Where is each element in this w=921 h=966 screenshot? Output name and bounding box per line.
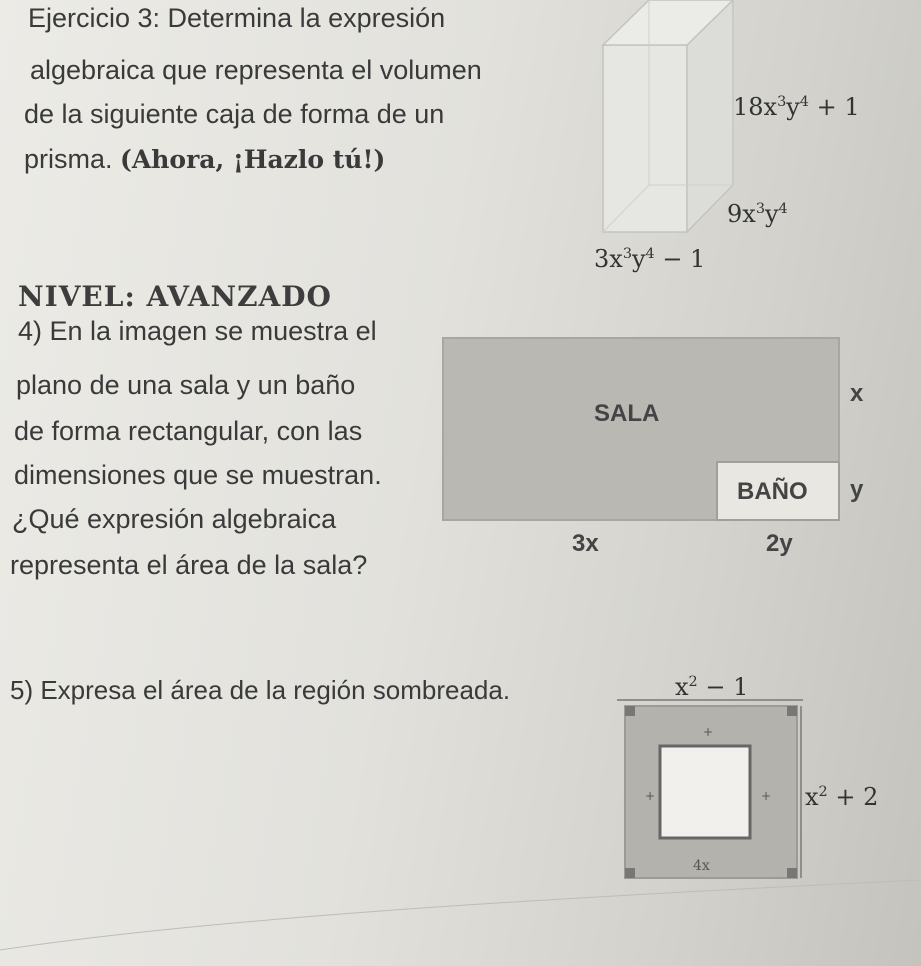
- tick-mark: +: [761, 789, 772, 803]
- prism-front-face: [603, 45, 687, 232]
- problem4-line-4: dimensiones que se muestran.: [14, 460, 382, 490]
- prism-figure: [585, 0, 735, 245]
- corner-mark: [625, 868, 635, 878]
- problem4-line-1: 4) En la imagen se muestra el: [18, 316, 377, 346]
- problem4-line-2: plano de una sala y un baño: [16, 370, 356, 400]
- exercise3-line-1: Ejercicio 3: Determina la expresión: [28, 3, 446, 33]
- sala-label: SALA: [594, 400, 660, 427]
- region-top-label: $x^2 - 1$: [675, 673, 749, 701]
- plan-x-label: x: [850, 380, 864, 407]
- tick-mark: +: [703, 725, 714, 739]
- problem4-line-6: representa el área de la sala?: [10, 550, 368, 580]
- problem4-line-5: ¿Qué expresión algebraica: [12, 504, 337, 534]
- corner-mark: [787, 868, 797, 878]
- now-you-label: (Ahora, ¡Hazlo tú!): [120, 145, 386, 174]
- shaded-region-figure: [615, 696, 805, 886]
- plan-width-left-label: 3x: [572, 530, 599, 557]
- exercise3-line-3: de la siguiente caja de forma de un: [24, 99, 445, 129]
- region-side-label: $x^2 + 2$: [805, 783, 879, 811]
- plan-y-label: y: [850, 476, 864, 503]
- prism-depth-label: $9x^3y^4$: [727, 200, 788, 228]
- prism-height-label: $18x^3y^4 + 1$: [733, 93, 860, 121]
- level-heading: NIVEL: AVANZADO: [18, 280, 332, 313]
- corner-mark: [625, 706, 635, 716]
- exercise3-line-4: [24, 146, 385, 173]
- inner-label: 4x: [693, 858, 710, 874]
- bano-label: BAÑO: [737, 478, 808, 505]
- exercise3-prisma-word: prisma.: [24, 144, 113, 174]
- problem5-text: 5) Expresa el área de la región sombreada.: [10, 675, 511, 705]
- problem4-line-3: de forma rectangular, con las: [14, 416, 363, 446]
- page-fold-shadow: [0, 880, 921, 966]
- inner-square: [660, 746, 750, 838]
- plan-width-right-label: 2y: [766, 530, 793, 557]
- prism-width-label: $3x^3y^4 - 1$: [594, 245, 706, 273]
- corner-mark: [787, 706, 797, 716]
- exercise3-line-2: algebraica que representa el volumen: [30, 55, 482, 85]
- tick-mark: +: [645, 789, 656, 803]
